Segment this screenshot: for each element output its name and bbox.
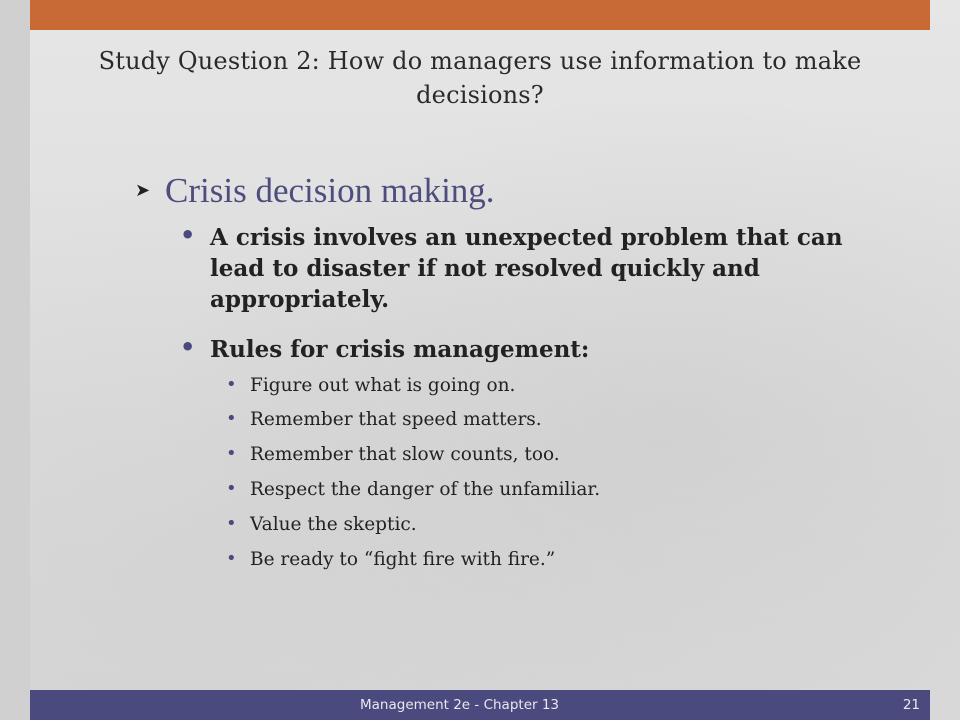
bullet-icon: • [226, 548, 237, 569]
bullet-icon: • [180, 333, 196, 361]
slide-title: Study Question 2: How do managers use information to make decisions? [98, 47, 862, 109]
main-point-text: Crisis decision making. [165, 171, 495, 210]
rule-text: Be ready to “fight fire with fire.” [250, 549, 556, 570]
bullet-icon: • [226, 443, 237, 464]
arrow-bullet-icon: ➤ [135, 180, 151, 201]
bullet-icon: • [226, 513, 237, 534]
rule-text: Figure out what is going on. [250, 375, 516, 396]
rule-text: Respect the danger of the unfamiliar. [250, 479, 601, 500]
bullet-icon: • [226, 478, 237, 499]
footer-text: Management 2e - Chapter 13 [360, 697, 560, 713]
bullet-icon: • [226, 374, 237, 395]
side-strip [0, 0, 30, 720]
top-accent-bar [30, 0, 930, 30]
page-number: 21 [902, 697, 920, 713]
sub-point-text: Rules for crisis management: [210, 336, 590, 363]
bullet-icon: • [180, 221, 196, 249]
rule-text: Remember that speed matters. [250, 409, 542, 430]
rule-text: Value the skeptic. [250, 514, 417, 535]
bullet-icon: • [226, 408, 237, 429]
rule-text: Remember that slow counts, too. [250, 444, 560, 465]
sub-point-text: A crisis involves an unexpected problem that can lead to disaster if not resolved quickly and appropriately. [210, 224, 843, 313]
